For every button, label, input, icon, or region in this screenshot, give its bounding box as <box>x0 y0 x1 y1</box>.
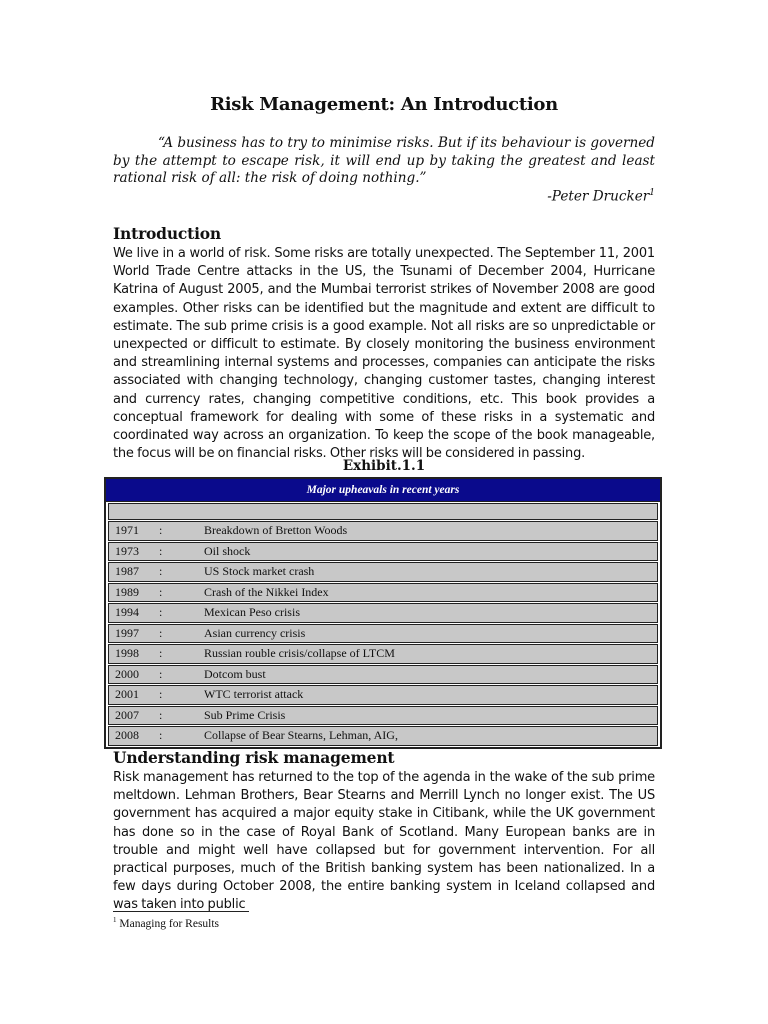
row-separator: : <box>159 605 163 619</box>
introduction-body: We live in a world of risk. Some risks are totally unexpected. The September 11, 2001 World Trade Centre attacks in the US, the Tsunami of December 2004, Hurricane Katrina of August 2005, and the Mumbai terrorist strikes of November 2008 are good examples. Other risks can be identified but the magnitude and extent are difficult to estimate. The sub prime crisis is a good example. Not all risks are so unpredictable or unexpected or difficult to estimate. By closely monitoring the business environment and streamlining internal systems and processes, companies can anticipate the risks associated with changing technology, changing customer tastes, changing interest and currency rates, changing competitive conditions, etc. This book provides a conceptual framework for dealing with some of these risks in a systematic and coordinated way across an organization. To keep the scope of the book manageable, the focus will be on financial risks. Other risks will be considered in passing. <box>113 246 655 462</box>
footnote-number: 1 <box>113 916 117 924</box>
introduction-heading: Introduction <box>113 224 221 243</box>
row-separator: : <box>159 584 163 599</box>
row-year: 2008 <box>115 728 139 742</box>
footnote-divider <box>113 911 249 912</box>
row-event: Mexican Peso crisis <box>204 605 300 619</box>
row-separator: : <box>159 707 163 722</box>
row-separator: : <box>159 564 163 578</box>
attribution-text: -Peter Drucker <box>547 188 650 205</box>
upheavals-table <box>104 477 662 749</box>
table-row <box>108 624 658 644</box>
row-separator: : <box>159 687 163 701</box>
row-year: 1971 <box>115 523 139 537</box>
page-title: Risk Management: An Introduction <box>210 94 558 115</box>
row-separator: : <box>159 666 163 681</box>
row-event: Collapse of Bear Stearns, Lehman, AIG, <box>204 728 398 742</box>
row-event: US Stock market crash <box>204 564 315 578</box>
row-event: Dotcom bust <box>204 666 266 681</box>
table-body <box>106 521 660 746</box>
row-event: Crash of the Nikkei Index <box>204 584 329 599</box>
epigraph-quote: “A business has to try to minimise risks. But if its behaviour is governed by the attempt to escape risk, it will end up by taking the greatest and least rational risk of all: the risk of doing nothing.” <box>113 135 655 186</box>
table-title: Major upheavals in recent years <box>106 479 660 502</box>
footnote-ref: 1 <box>649 188 655 198</box>
row-event: Russian rouble crisis/collapse of LTCM <box>204 646 395 660</box>
row-year: 1973 <box>115 543 139 558</box>
row-year: 1989 <box>115 584 139 599</box>
footnote <box>113 916 219 930</box>
row-separator: : <box>159 543 163 558</box>
table-row <box>108 521 658 541</box>
table-row <box>108 706 658 726</box>
row-event: Asian currency crisis <box>204 625 306 640</box>
row-event: WTC terrorist attack <box>204 687 304 701</box>
row-year: 1998 <box>115 646 139 660</box>
row-separator: : <box>159 625 163 640</box>
table-row <box>108 685 658 705</box>
row-year: 2000 <box>115 666 139 681</box>
row-year: 1997 <box>115 625 139 640</box>
row-separator: : <box>159 728 163 742</box>
row-event: Sub Prime Crisis <box>204 707 286 722</box>
exhibit-label: Exhibit.1.1 <box>342 458 426 474</box>
table-row <box>108 644 658 664</box>
understanding-body: Risk management has returned to the top of the agenda in the wake of the sub prime meltdown. Lehman Brothers, Bear Stearns and Merrill Lynch no longer exist. The US government has acquired a major equity stake in Citibank, while the UK government has done so in the case of Royal Bank of Scotland. Many European banks are in trouble and might well have collapsed but for government intervention. For all practical purposes, much of the British banking system has been nationalized. In a few days during October 2008, the entire banking system in Iceland collapsed and was taken into public <box>113 770 655 913</box>
table-row <box>108 603 658 623</box>
footnote-text: Managing for Results <box>116 917 220 930</box>
table-row <box>108 562 658 582</box>
table-row <box>108 542 658 562</box>
row-year: 1987 <box>115 564 139 578</box>
quote-attribution <box>547 188 655 205</box>
row-year: 2007 <box>115 707 139 722</box>
row-event: Oil shock <box>204 543 251 558</box>
understanding-heading: Understanding risk management <box>113 748 395 767</box>
row-separator: : <box>159 646 163 660</box>
row-year: 1994 <box>115 605 139 619</box>
row-year: 2001 <box>115 687 139 701</box>
row-event: Breakdown of Bretton Woods <box>204 523 348 537</box>
table-row <box>108 726 658 746</box>
table-row <box>108 583 658 603</box>
table-blank-row <box>108 503 658 520</box>
table-row <box>108 665 658 685</box>
row-separator: : <box>159 523 163 537</box>
